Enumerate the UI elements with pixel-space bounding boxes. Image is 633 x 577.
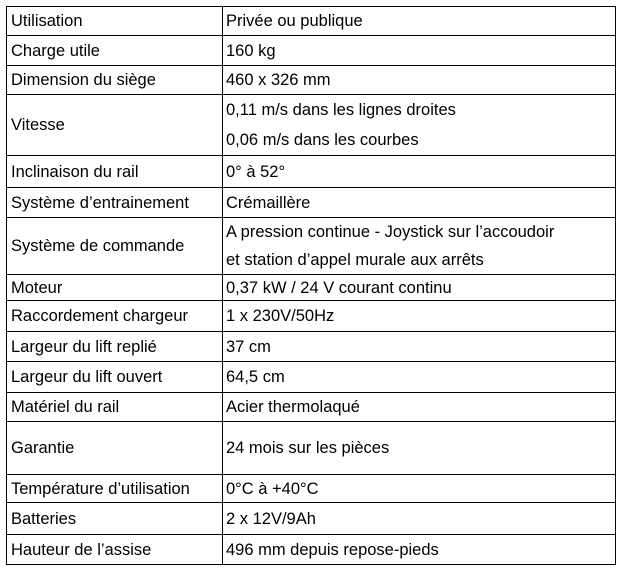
row-value (223, 503, 616, 535)
table-row (7, 156, 616, 188)
table-row (7, 362, 616, 393)
row-value (223, 36, 616, 66)
row-label: Dimension du siège (7, 66, 223, 95)
row-value (223, 362, 616, 393)
value-line: 24 mois sur les pièces (226, 439, 390, 457)
value-line: 64,5 cm (226, 368, 285, 386)
row-value (223, 332, 616, 362)
value-line: 496 mm depuis repose-pieds (226, 540, 439, 559)
value-line: 0° à 52° (226, 162, 286, 181)
row-label: Utilisation (7, 7, 223, 36)
table-row (7, 218, 616, 275)
row-value (223, 422, 616, 475)
row-label: Vitesse (7, 95, 223, 156)
value-line: Acier thermolaqué (226, 398, 360, 416)
row-label: Matériel du rail (7, 393, 223, 422)
row-label: Température d’utilisation (7, 475, 223, 503)
row-label: Raccordement chargeur (7, 301, 223, 332)
row-value (223, 393, 616, 422)
table-row (7, 535, 616, 565)
value-line: 0°C à +40°C (226, 479, 319, 498)
row-label: Charge utile (7, 36, 223, 66)
row-label: Largeur du lift replié (7, 332, 223, 362)
row-value (223, 66, 616, 95)
value-line: et station d’appel murale aux arrêts (226, 251, 484, 269)
table-row (7, 188, 616, 218)
row-value (223, 301, 616, 332)
value-line: Privée ou publique (226, 12, 363, 30)
row-value (223, 218, 616, 275)
row-label: Batteries (7, 503, 223, 535)
row-value (223, 475, 616, 503)
value-line: Crémaillère (226, 193, 311, 212)
value-line: A pression continue - Joystick sur l’accoudoir (226, 223, 555, 241)
row-value (223, 156, 616, 188)
row-label: Moteur (7, 275, 223, 301)
table-row (7, 422, 616, 475)
value-line: 0,37 kW / 24 V courant continu (226, 278, 452, 297)
table-row (7, 275, 616, 301)
value-line: 1 x 230V/50Hz (226, 307, 335, 325)
table-row (7, 95, 616, 156)
table-row (7, 36, 616, 66)
row-value (223, 7, 616, 36)
value-line: 460 x 326 mm (226, 71, 331, 89)
table-row (7, 393, 616, 422)
table-row (7, 301, 616, 332)
row-label: Garantie (7, 422, 223, 475)
row-value (223, 95, 616, 156)
row-value (223, 188, 616, 218)
row-label: Système d’entrainement (7, 188, 223, 218)
table-row (7, 66, 616, 95)
row-label: Largeur du lift ouvert (7, 362, 223, 393)
row-label: Inclinaison du rail (7, 156, 223, 188)
table-row (7, 7, 616, 36)
value-line: 37 cm (226, 337, 271, 356)
row-value (223, 535, 616, 565)
table-row (7, 332, 616, 362)
row-value (223, 275, 616, 301)
value-line: 0,06 m/s dans les courbes (226, 131, 419, 149)
row-label: Hauteur de l’assise (7, 535, 223, 565)
row-label: Système de commande (7, 218, 223, 275)
table-row (7, 475, 616, 503)
value-line: 0,11 m/s dans les lignes droites (226, 101, 456, 119)
value-line: 2 x 12V/9Ah (226, 509, 316, 528)
specifications-table (6, 6, 616, 565)
value-line: 160 kg (226, 41, 276, 60)
table-row (7, 503, 616, 535)
